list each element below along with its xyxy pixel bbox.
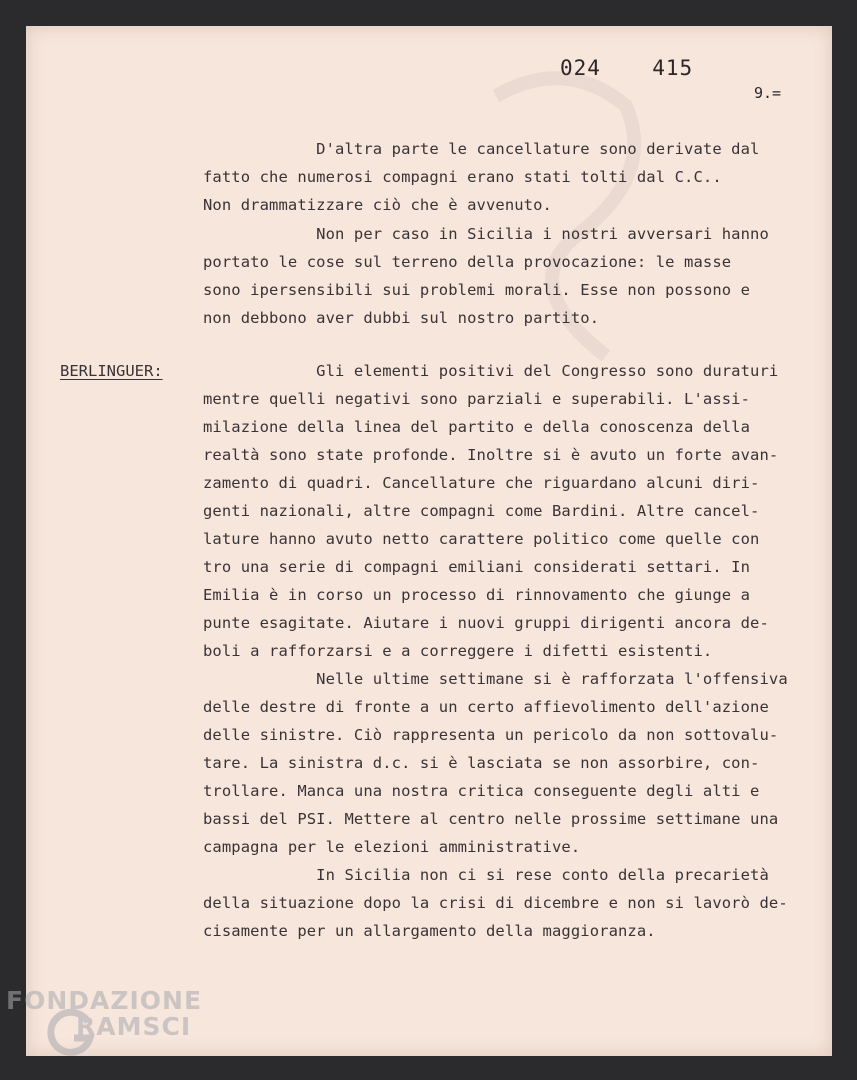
text-line: non debbono aver dubbi sul nostro partito. xyxy=(203,309,600,327)
text-line: realtà sono state profonde. Inoltre si è avuto un forte avan- xyxy=(203,446,779,464)
text-line: D'altra parte le cancellature sono derivate dal xyxy=(203,140,760,158)
text-line: delle sinistre. Ciò rappresenta un pericolo da non sottovalu- xyxy=(203,726,779,744)
text-line: Non drammatizzare ciò che è avvenuto. xyxy=(203,196,552,214)
text-line: tare. La sinistra d.c. si è lasciata se non assorbire, con- xyxy=(203,754,760,772)
fondazione-gramsci-watermark xyxy=(6,986,216,1056)
text-line: delle destre di fronte a un certo affievolimento dell'azione xyxy=(203,698,769,716)
text-line: Emilia è in corso un processo di rinnovamento che giunge a xyxy=(203,586,751,604)
text-line: bassi del PSI. Mettere al centro nelle prossime settimane una xyxy=(203,810,779,828)
text-line: fatto che numerosi compagni erano stati tolti dal C.C.. xyxy=(203,168,722,186)
document-page xyxy=(26,26,832,1056)
text-line: In Sicilia non ci si rese conto della precarietà xyxy=(203,866,769,884)
faded-stamp-mark xyxy=(456,56,676,376)
page-number: 9.= xyxy=(754,84,782,102)
speaker-label: BERLINGUER: xyxy=(60,362,163,380)
text-line: lature hanno avuto netto carattere politico come quelle con xyxy=(203,530,760,548)
text-line: boli a rafforzarsi e a correggere i difetti esistenti. xyxy=(203,642,713,660)
text-line: tro una serie di compagni emiliani considerati settari. In xyxy=(203,558,751,576)
text-line: sono ipersensibili sui problemi morali. Esse non possono e xyxy=(203,281,751,299)
text-line: Gli elementi positivi del Congresso sono duraturi xyxy=(203,362,779,380)
text-line: portato le cose sul terreno della provocazione: le masse xyxy=(203,253,732,271)
document-number: 024 415 xyxy=(560,56,694,80)
text-line: genti nazionali, altre compagni come Bardini. Altre cancel- xyxy=(203,502,760,520)
text-line: Nelle ultime settimane si è rafforzata l'offensiva xyxy=(203,670,788,688)
text-line: della situazione dopo la crisi di dicembre e non si lavorò de- xyxy=(203,894,788,912)
watermark-line-2: RAMSCI xyxy=(76,1012,192,1041)
text-line: punte esagitate. Aiutare i nuovi gruppi dirigenti ancora de- xyxy=(203,614,769,632)
watermark-line-1: FONDAZIONE xyxy=(6,986,203,1015)
text-line: zamento di quadri. Cancellature che riguardano alcuni diri- xyxy=(203,474,760,492)
text-line: Non per caso in Sicilia i nostri avversari hanno xyxy=(203,225,769,243)
text-line: trollare. Manca una nostra critica conseguente degli alti e xyxy=(203,782,760,800)
text-line: campagna per le elezioni amministrative. xyxy=(203,838,581,856)
text-line: milazione della linea del partito e della conoscenza della xyxy=(203,418,751,436)
text-line: cisamente per un allargamento della maggioranza. xyxy=(203,922,656,940)
text-line: mentre quelli negativi sono parziali e superabili. L'assi- xyxy=(203,390,751,408)
